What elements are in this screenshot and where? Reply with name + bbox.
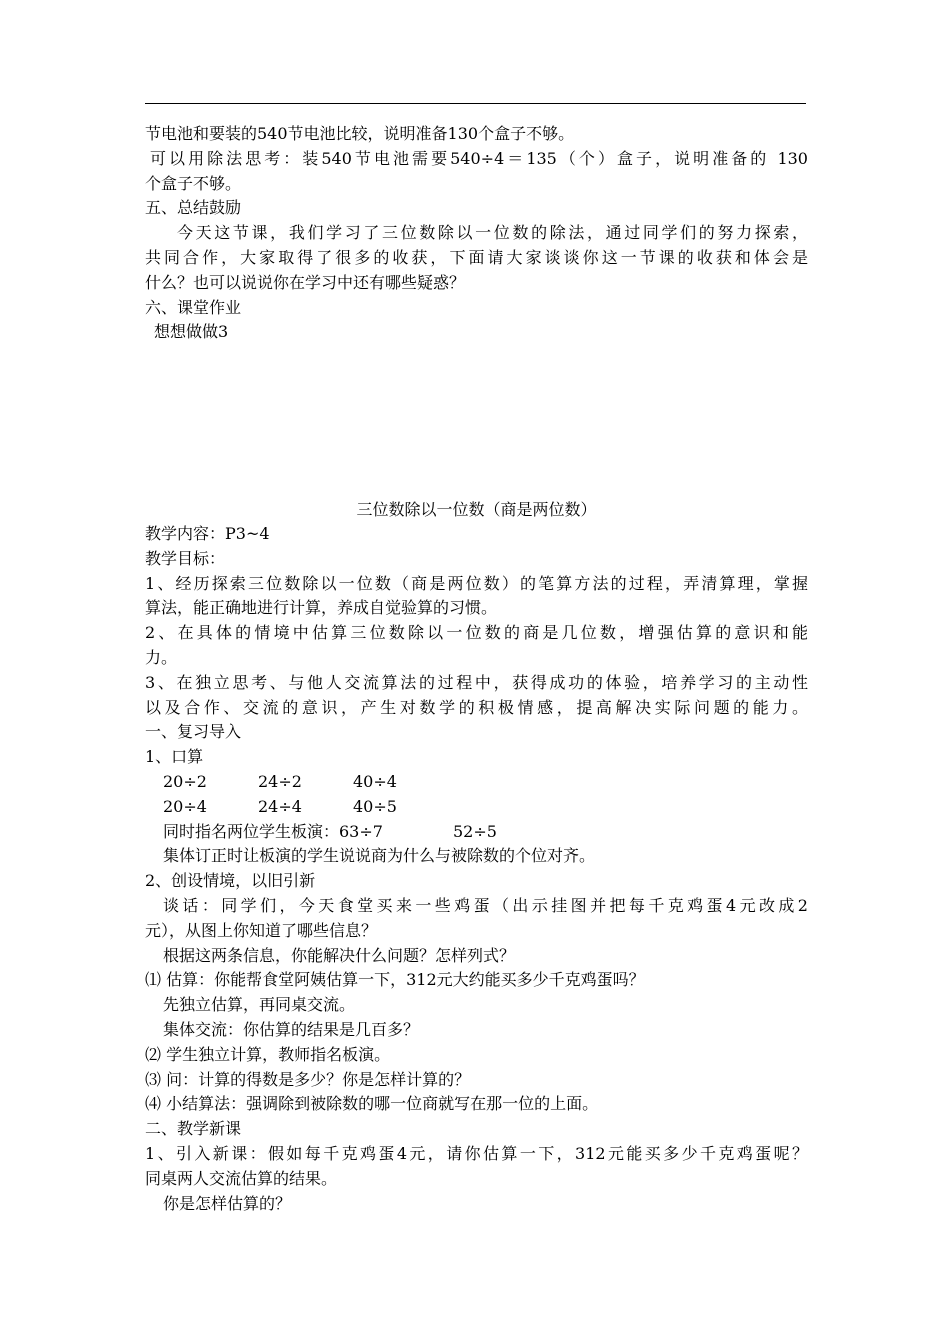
text-line: 谈话：同学们，今天食堂买来一些鸡蛋（出示挂图并把每千克鸡蛋4元改成2 (163, 895, 808, 915)
text-line: 可以用除法思考：装540节电池需要540÷4＝135（个）盒子，说明准备的 130 (150, 148, 808, 168)
oral-item: 20÷2 (163, 771, 207, 791)
text-line: 同桌两人交流估算的结果。 (145, 1168, 338, 1188)
text-line: 元），从图上你知道了哪些信息？ (145, 920, 378, 940)
text-line: 共同合作，大家取得了很多的收获，下面请大家谈谈你这一节课的收获和体会是 (145, 247, 808, 267)
text-line: 力。 (145, 647, 178, 667)
text-line: 今天这节课，我们学习了三位数除以一位数的除法，通过同学们的努力探索， (177, 223, 808, 243)
board-label: 同时指名两位学生板演：63÷7 (163, 821, 383, 841)
oral-row (145, 795, 808, 820)
oral-item: 24÷2 (258, 771, 302, 791)
text-line: 1、口算 (145, 747, 204, 767)
text-line: 1、引入新课：假如每千克鸡蛋4元，请你估算一下，312元能买多少千克鸡蛋呢？ (145, 1143, 808, 1163)
text-line: 先独立估算，再同桌交流。 (163, 995, 356, 1015)
section-heading: 一、复习导入 (145, 722, 242, 742)
text-line: 根据这两条信息，你能解决什么问题？怎样列式？ (163, 945, 516, 965)
text-line: 2、在具体的情境中估算三位数除以一位数的商是几位数，增强估算的意识和能 (145, 623, 808, 643)
text-line: 个盒子不够。 (145, 173, 242, 193)
section-heading: 二、教学新课 (145, 1119, 242, 1139)
text-line: 什么？也可以说说你在学习中还有哪些疑惑？ (145, 272, 466, 292)
oral-item: 20÷4 (163, 796, 207, 816)
text-line: 以及合作、交流的意识，产生对数学的积极情感，提高解决实际问题的能力。 (145, 697, 808, 717)
text-line: 教学内容：P3~4 (145, 524, 270, 543)
header-rule (145, 103, 806, 104)
section-heading: 六、课堂作业 (145, 297, 242, 317)
text-line: 1、经历探索三位数除以一位数（商是两位数）的笔算方法的过程，弄清算理，掌握 (145, 573, 808, 593)
text-line: 你是怎样估算的？ (163, 1193, 292, 1213)
lesson-title: 三位数除以一位数（商是两位数） (356, 500, 597, 519)
oral-item: 40÷4 (353, 771, 397, 791)
text-line: 算法，能正确地进行计算，养成自觉验算的习惯。 (145, 598, 498, 618)
text-line: ⑶ 问：计算的得数是多少？你是怎样计算的？ (145, 1069, 471, 1089)
top-section (145, 122, 808, 345)
text-line: ⑷ 小结算法：强调除到被除数的哪一位商就写在那一位的上面。 (145, 1094, 599, 1114)
lesson-content (145, 522, 808, 1216)
oral-item: 24÷4 (258, 796, 302, 816)
text-line: 2、创设情境，以旧引新 (145, 871, 316, 891)
oral-row (145, 770, 808, 795)
text-line: 教学目标： (145, 548, 226, 568)
text-line: ⑴ 估算：你能帮食堂阿姨估算一下，312元大约能买多少千克鸡蛋吗？ (145, 970, 645, 990)
text-line: 3、在独立思考、与他人交流算法的过程中，获得成功的体验，培养学习的主动性 (145, 672, 808, 692)
board-row (145, 820, 808, 845)
text-line: 集体交流：你估算的结果是几百多？ (163, 1019, 420, 1039)
text-line: 想想做做3 (154, 322, 229, 342)
text-line: ⑵ 学生独立计算，教师指名板演。 (145, 1044, 391, 1064)
board-second: 52÷5 (453, 821, 497, 841)
text-line: 集体订正时让板演的学生说说商为什么与被除数的个位对齐。 (163, 846, 596, 866)
text-line: 节电池和要装的540节电池比较，说明准备130个盒子不够。 (145, 124, 575, 143)
section-heading: 五、总结鼓励 (145, 198, 242, 218)
oral-item: 40÷5 (353, 796, 397, 816)
